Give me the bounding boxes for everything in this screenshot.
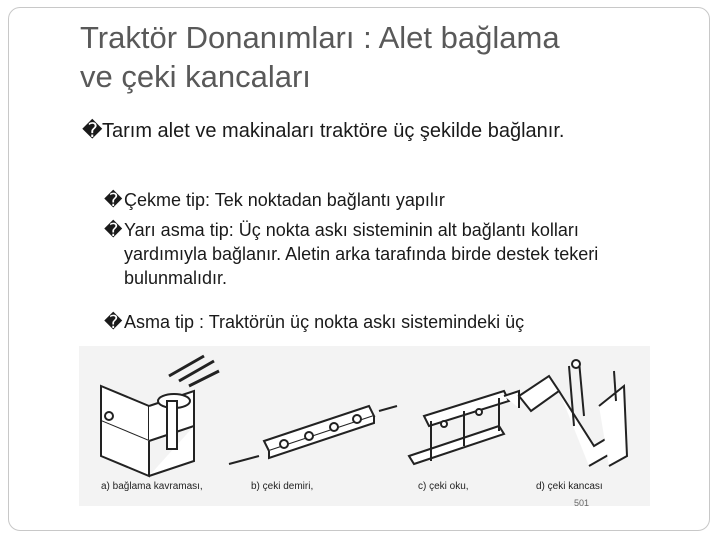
title-line-1: Traktör Donanımları : Alet bağlama — [80, 20, 560, 55]
sub-bullet-2 — [104, 218, 664, 290]
sub-bullet-1-text: Çekme tip: Tek noktadan bağlantı yapılır — [124, 190, 445, 210]
tow-hook-drawing — [519, 360, 627, 466]
caption-coupling: a) bağlama kavraması, — [101, 481, 203, 492]
bullet-marker-icon: � — [104, 190, 123, 210]
bullet-main-text: Tarım alet ve makinaları traktöre üç şekilde bağlanır. — [102, 120, 565, 142]
hitch-illustration — [79, 346, 650, 506]
tow-hitch-drawing — [409, 391, 519, 464]
sub-bullet-1 — [104, 188, 664, 212]
bullet-marker-icon: � — [82, 120, 103, 142]
corner-mark: 501 — [574, 498, 590, 508]
bullet-marker-icon: � — [104, 220, 123, 240]
sub-bullet-2-text: Yarı asma tip: Üç nokta askı sisteminin alt bağlantı kolları yardımıyla bağlanır. Aletin arka tarafında birde destek tekeri bulunmalıdır. — [124, 220, 599, 288]
drawbar-drawing — [229, 406, 397, 464]
caption-hook: d) çeki kancası — [536, 481, 603, 492]
sub-bullet-3-text: Asma tip : Traktörün üç nokta askı sistemindeki üç — [124, 312, 525, 332]
caption-drawbar: b) çeki demiri, — [251, 481, 314, 492]
caption-tow-hitch: c) çeki oku, — [418, 481, 469, 492]
coupling-clevis-drawing — [101, 356, 219, 476]
sub-bullet-3 — [104, 310, 664, 334]
bullet-marker-icon: � — [104, 312, 123, 332]
slide-title — [80, 18, 680, 96]
bullet-main — [82, 118, 662, 145]
title-line-2: ve çeki kancaları — [80, 59, 311, 94]
